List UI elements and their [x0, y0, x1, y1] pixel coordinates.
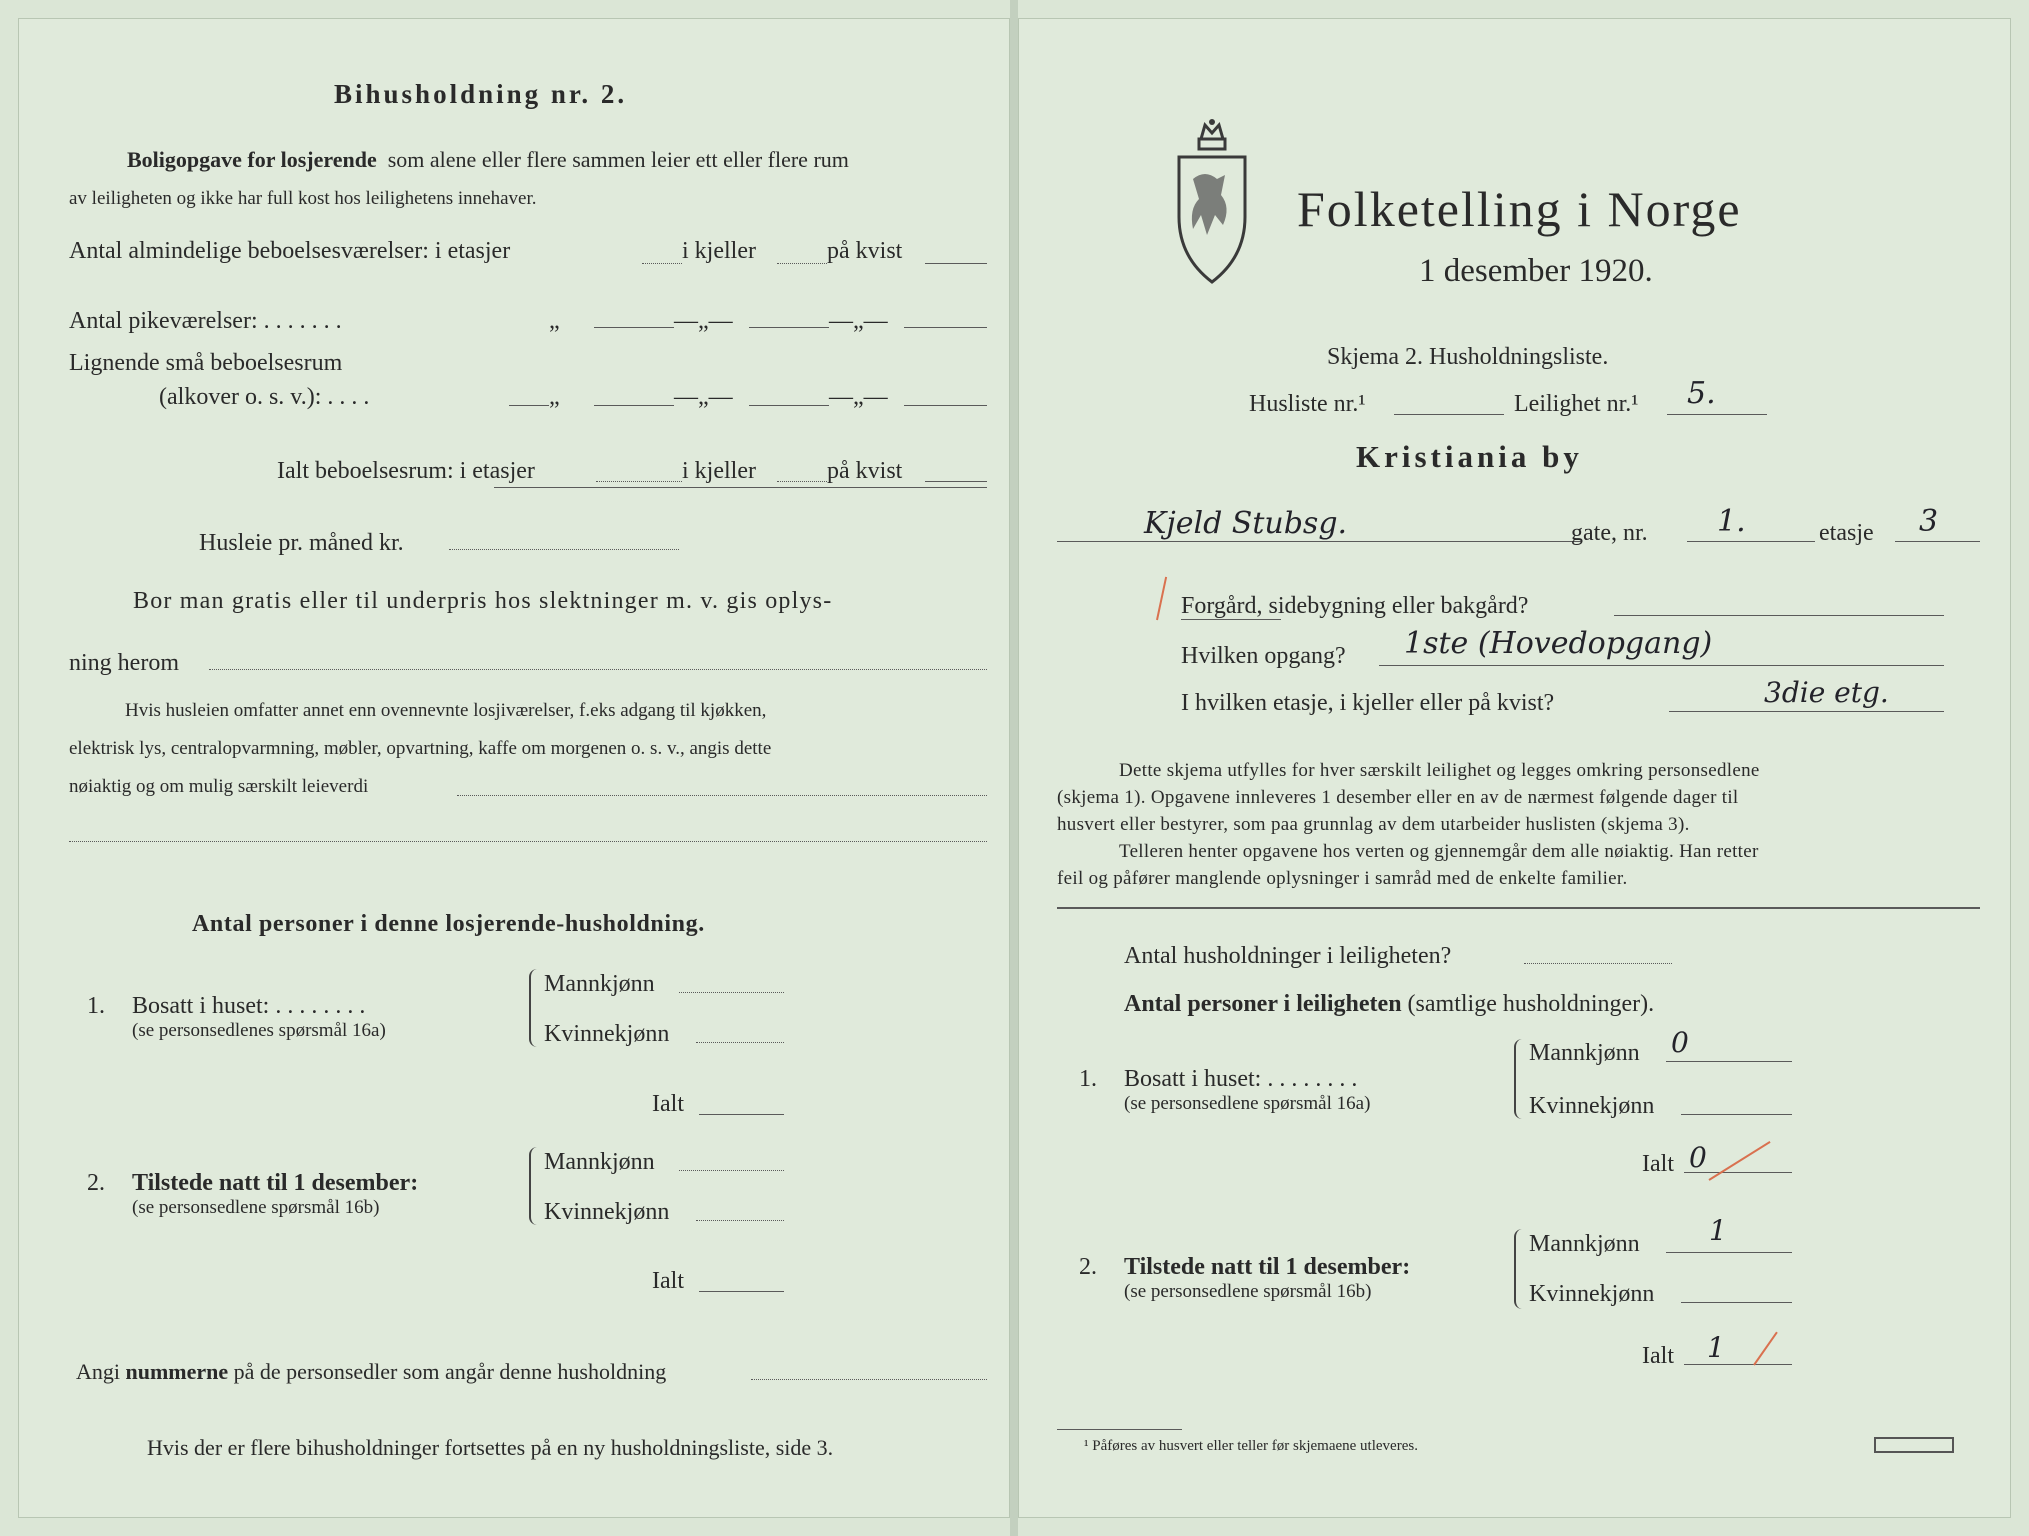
includes-line-3: nøiaktig og om mulig særskilt leieverdi — [69, 776, 369, 797]
q1-male-field[interactable] — [679, 992, 784, 993]
left-footer: Hvis der er flere bihusholdninger fortsettes på en ny husholdningsliste, side 3. — [147, 1435, 834, 1460]
floor-field[interactable] — [1669, 711, 1944, 712]
maid-rooms-ditto-3: —„— — [829, 308, 888, 334]
total-rooms-label: Ialt beboelsesrum: i etasjer — [277, 458, 535, 484]
q2-sub: (se personsedlene spørsmål 16b) — [132, 1197, 380, 1218]
small-rooms-label-2: (alkover o. s. v.): . . . . — [159, 384, 370, 410]
numbers-line — [76, 1361, 666, 1383]
husliste-field[interactable] — [1394, 414, 1504, 415]
free-field[interactable] — [209, 669, 987, 670]
r-q2-total-label: Ialt — [1642, 1343, 1674, 1369]
r-q2-brace — [1514, 1229, 1524, 1309]
maid-rooms-ditto-2: —„— — [674, 308, 733, 334]
r-q1-male-value: 0 — [1671, 1026, 1689, 1059]
schema-label: Skjema 2. Husholdningsliste. — [1327, 344, 1609, 370]
total-rooms-floors-field[interactable] — [596, 481, 682, 482]
instructions-4: Telleren henter opgavene hos verten og gjennemgår dem alle nøiaktig. Han retter — [1119, 841, 1759, 862]
r-q1-female-label: Kvinnekjønn — [1529, 1093, 1655, 1119]
intro-line-1 — [127, 149, 849, 171]
instructions-5: feil og påfører manglende oplysninger i samråd med de enkelte familier. — [1057, 868, 1628, 889]
persons-title: Antal personer i denne losjerende-husholdning. — [192, 911, 705, 937]
households-field[interactable] — [1524, 963, 1672, 964]
q2-male-field[interactable] — [679, 1170, 784, 1171]
r-q2-number: 2. — [1079, 1254, 1097, 1280]
q1-label: Bosatt i huset: . . . . . . . . — [132, 993, 366, 1019]
city-label: Kristiania by — [1356, 439, 1583, 474]
printer-mark-stamp — [1874, 1437, 1954, 1453]
r-q1-male-field[interactable] — [1666, 1061, 1792, 1062]
q1-female-field[interactable] — [696, 1042, 784, 1043]
q1-male-label: Mannkjønn — [544, 971, 655, 997]
street-field[interactable] — [1057, 541, 1582, 542]
leilighet-label: Leilighet nr.¹ — [1514, 391, 1639, 417]
instructions-2: (skjema 1). Opgavene innleveres 1 desember eller en av de nærmest følgende dager til — [1057, 787, 1739, 808]
q2-male-label: Mannkjønn — [544, 1149, 655, 1175]
floor-value: 3die etg. — [1764, 676, 1889, 709]
q1-total-field[interactable] — [699, 1114, 784, 1115]
maid-rooms-field-3[interactable] — [904, 327, 987, 328]
small-rooms-field-2[interactable] — [749, 405, 829, 406]
small-rooms-label-1: Lignende små beboelsesrum — [69, 350, 343, 376]
persons-line — [1124, 992, 1654, 1016]
q2-number: 2. — [87, 1170, 105, 1196]
free-label-2: ning herom — [69, 650, 179, 676]
q2-total-label: Ialt — [652, 1268, 684, 1294]
floor-label: I hvilken etasje, i kjeller eller på kvist? — [1181, 690, 1555, 716]
gate-label: gate, nr. — [1571, 520, 1648, 546]
entrance-field[interactable] — [1379, 665, 1944, 666]
q2-female-field[interactable] — [696, 1220, 784, 1221]
total-rooms-attic-field[interactable] — [925, 481, 987, 482]
r-q2-male-value: 1 — [1709, 1214, 1727, 1247]
small-rooms-ditto-2: —„— — [674, 384, 733, 410]
small-rooms-field-3[interactable] — [904, 405, 987, 406]
r-q2-female-field[interactable] — [1681, 1302, 1792, 1303]
r-q2-total-field[interactable] — [1684, 1364, 1792, 1365]
instructions-1: Dette skjema utfylles for hver særskilt leilighet og legges omkring personsedlene — [1119, 760, 1760, 781]
small-rooms-field-1[interactable] — [594, 405, 674, 406]
r-q2-label: Tilstede natt til 1 desember: — [1124, 1254, 1411, 1280]
r-q2-sub: (se personsedlene spørsmål 16b) — [1124, 1281, 1372, 1302]
r-q1-total-check — [1708, 1141, 1770, 1181]
maid-rooms-label: Antal pikeværelser: . . . . . . . — [69, 308, 342, 334]
r-q2-total-check — [1753, 1332, 1778, 1366]
free-label-1: Bor man gratis eller til underpris hos slektninger m. v. gis oplys- — [133, 588, 833, 614]
r-q1-number: 1. — [1079, 1066, 1097, 1092]
includes-line-1: Hvis husleien omfatter annet enn ovennevnte losjiværelser, f.eks adgang til kjøkken, — [125, 700, 767, 721]
instructions-3: husvert eller bestyrer, som paa grunnlag av dem utarbeider huslisten (skjema 3). — [1057, 814, 1690, 835]
page-fold — [1010, 0, 1018, 1536]
r-q1-total-label: Ialt — [1642, 1151, 1674, 1177]
total-rooms-basement-field[interactable] — [777, 481, 827, 482]
small-rooms-ditto: „ — [549, 384, 560, 410]
includes-line-2: elektrisk lys, centralopvarmning, møbler, opvartning, kaffe om morgenen o. s. v., angis dette — [69, 738, 772, 759]
q2-total-field[interactable] — [699, 1291, 784, 1292]
r-q1-female-field[interactable] — [1681, 1114, 1792, 1115]
r-q1-sub: (se personsedlene spørsmål 16a) — [1124, 1093, 1371, 1114]
q2-female-label: Kvinnekjønn — [544, 1199, 670, 1225]
numbers-field[interactable] — [751, 1379, 987, 1380]
intro-bold: Boligopgave for losjerende — [127, 147, 377, 172]
total-rooms-attic-label: på kvist — [827, 458, 903, 484]
footnote: ¹ Påføres av husvert eller teller før skjemaene utleveres. — [1084, 1438, 1418, 1454]
etasje-value: 3 — [1919, 504, 1939, 539]
small-rooms-ditto-3: —„— — [829, 384, 888, 410]
r-q1-male-label: Mannkjønn — [1529, 1040, 1640, 1066]
numbers-pre: Angi — [76, 1359, 120, 1384]
rooms-floors-field[interactable] — [642, 263, 682, 264]
r-q2-male-label: Mannkjønn — [1529, 1231, 1640, 1257]
q1-sub: (se personsedlenes spørsmål 16a) — [132, 1020, 386, 1041]
total-rooms-underline — [494, 487, 987, 488]
r-q2-female-label: Kvinnekjønn — [1529, 1281, 1655, 1307]
q1-brace — [529, 969, 539, 1047]
rooms-basement-label: i kjeller — [682, 238, 756, 264]
r-q2-total-value: 1 — [1707, 1331, 1725, 1364]
rooms-basement-field[interactable] — [777, 263, 827, 264]
etasje-field[interactable] — [1895, 541, 1980, 542]
leilighet-value: 5. — [1687, 376, 1716, 411]
rooms-label: Antal almindelige beboelsesværelser: i etasjer — [69, 238, 511, 264]
q2-label: Tilstede natt til 1 desember: — [132, 1170, 419, 1196]
yard-underline — [1181, 619, 1281, 620]
rent-label: Husleie pr. måned kr. — [199, 530, 404, 556]
maid-rooms-field-2[interactable] — [749, 327, 829, 328]
q1-female-label: Kvinnekjønn — [544, 1021, 670, 1047]
etasje-label: etasje — [1819, 520, 1874, 546]
right-page — [1018, 18, 2011, 1518]
yard-check-mark — [1156, 577, 1167, 620]
intro-rest: som alene eller flere sammen leier ett eller flere rum — [387, 147, 849, 172]
left-page — [18, 18, 1010, 1518]
small-rooms-field-0[interactable] — [509, 405, 549, 406]
gate-field[interactable] — [1687, 541, 1815, 542]
numbers-rest: på de personsedler som angår denne husholdning — [233, 1359, 667, 1384]
includes-field-2[interactable] — [69, 841, 987, 842]
maid-rooms-field-1[interactable] — [594, 327, 674, 328]
leilighet-field[interactable] — [1667, 414, 1767, 415]
q2-brace — [529, 1147, 539, 1225]
left-title: Bihusholdning nr. 2. — [334, 79, 628, 109]
includes-field[interactable] — [457, 795, 987, 796]
r-q2-male-field[interactable] — [1666, 1252, 1792, 1253]
persons-bold: Antal personer i leiligheten — [1124, 991, 1402, 1017]
street-value: Kjeld Stubsg. — [1144, 506, 1348, 541]
rent-field[interactable] — [449, 549, 679, 550]
coat-of-arms-icon — [1171, 117, 1253, 287]
r-q1-total-value: 0 — [1689, 1141, 1707, 1174]
right-title: Folketelling i Norge — [1297, 181, 1742, 237]
census-date: 1 desember 1920. — [1419, 253, 1653, 289]
q1-total-label: Ialt — [652, 1091, 684, 1117]
gate-value: 1. — [1717, 504, 1746, 539]
entrance-label: Hvilken opgang? — [1181, 643, 1346, 669]
yard-label: Forgård, sidebygning eller bakgård? — [1181, 593, 1529, 619]
intro-line-2: av leiligheten og ikke har full kost hos leilighetens innehaver. — [69, 188, 537, 209]
footnote-rule — [1057, 1429, 1182, 1430]
households-label: Antal husholdninger i leiligheten? — [1124, 943, 1452, 969]
r-q1-brace — [1514, 1039, 1524, 1119]
numbers-bold: nummerne — [125, 1359, 229, 1384]
instructions-divider — [1057, 907, 1980, 909]
total-rooms-basement-label: i kjeller — [682, 458, 756, 484]
persons-rest: (samtlige husholdninger). — [1407, 991, 1655, 1017]
r-q1-label: Bosatt i huset: . . . . . . . . — [1124, 1066, 1358, 1092]
entrance-value: 1ste (Hovedopgang) — [1404, 626, 1713, 661]
rooms-attic-label: på kvist — [827, 238, 903, 264]
maid-rooms-ditto: „ — [549, 308, 560, 334]
rooms-attic-field[interactable] — [925, 263, 987, 264]
husliste-label: Husliste nr.¹ — [1249, 391, 1366, 417]
q1-number: 1. — [87, 993, 105, 1019]
yard-field[interactable] — [1614, 615, 1944, 616]
